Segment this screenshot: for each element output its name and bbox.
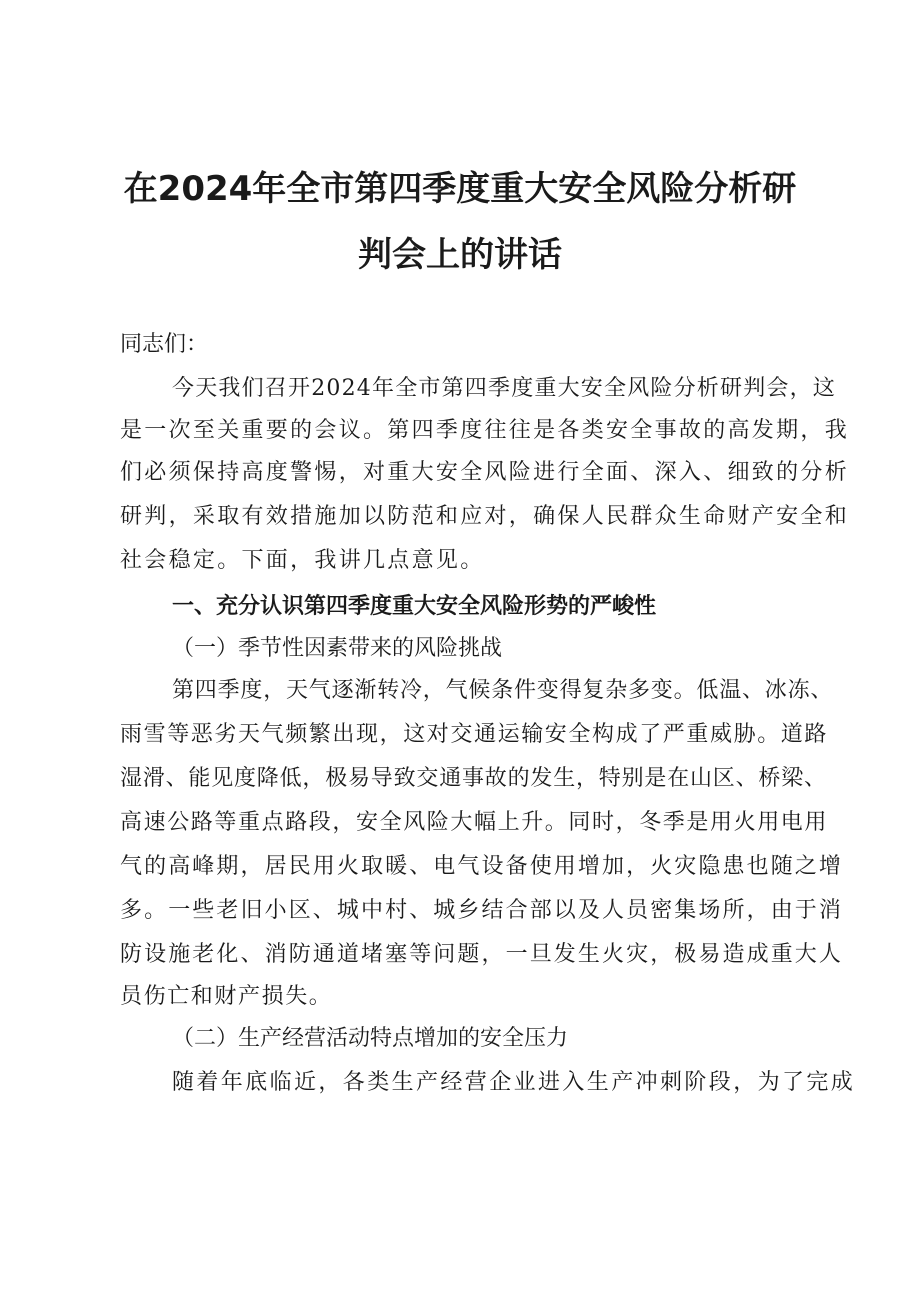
sub1-line-1: 第四季度，天气逐渐转冷，气候条件变得复杂多变。低温、冰冻、 — [172, 678, 834, 703]
sub1-line-7: 防设施老化、消防通道堵塞等问题，一旦发生火灾，极易造成重大人 — [120, 942, 844, 967]
intro-line-5: 社会稳定。下面，我讲几点意见。 — [120, 548, 485, 573]
subsection-heading-1: （一）季节性因素带来的风险挑战 — [172, 636, 503, 661]
document-title-line-1: 在2024年全市第四季度重大安全风险分析研 — [123, 169, 797, 209]
intro-line-3: 们必须保持高度警惕，对重大安全风险进行全面、深入、细致的分析 — [120, 460, 850, 485]
sub1-line-4: 高速公路等重点路段，安全风险大幅上升。同时，冬季是用火用电用 — [120, 810, 829, 835]
intro-line-4: 研判，采取有效措施加以防范和应对，确保人民群众生命财产安全和 — [120, 504, 850, 529]
sub1-line-5: 气的高峰期，居民用火取暖、电气设备使用增加，火灾隐患也随之增 — [120, 854, 844, 879]
sub1-line-2: 雨雪等恶劣天气频繁出现，这对交通运输安全构成了严重威胁。道路 — [120, 722, 829, 747]
intro-line-1: 今天我们召开2024年全市第四季度重大安全风险分析研判会，这 — [172, 376, 836, 401]
subsection-heading-2: （二）生产经营活动特点增加的安全压力 — [172, 1026, 569, 1051]
sub2-line-1: 随着年底临近，各类生产经营企业进入生产冲刺阶段，为了完成 — [172, 1070, 856, 1095]
sub1-line-8: 员伤亡和财产损失。 — [120, 984, 333, 1009]
section-heading-1: 一、充分认识第四季度重大安全风险形势的严峻性 — [172, 594, 657, 619]
document-title-line-2: 判会上的讲话 — [358, 235, 562, 275]
intro-line-2: 是一次至关重要的会议。第四季度往往是各类安全事故的高发期，我 — [120, 418, 850, 443]
sub1-line-3: 湿滑、能见度降低，极易导致交通事故的发生，特别是在山区、桥梁、 — [120, 766, 827, 791]
sub1-line-6: 多。一些老旧小区、城中村、城乡结合部以及人员密集场所，由于消 — [120, 898, 844, 923]
salutation: 同志们： — [120, 332, 209, 357]
